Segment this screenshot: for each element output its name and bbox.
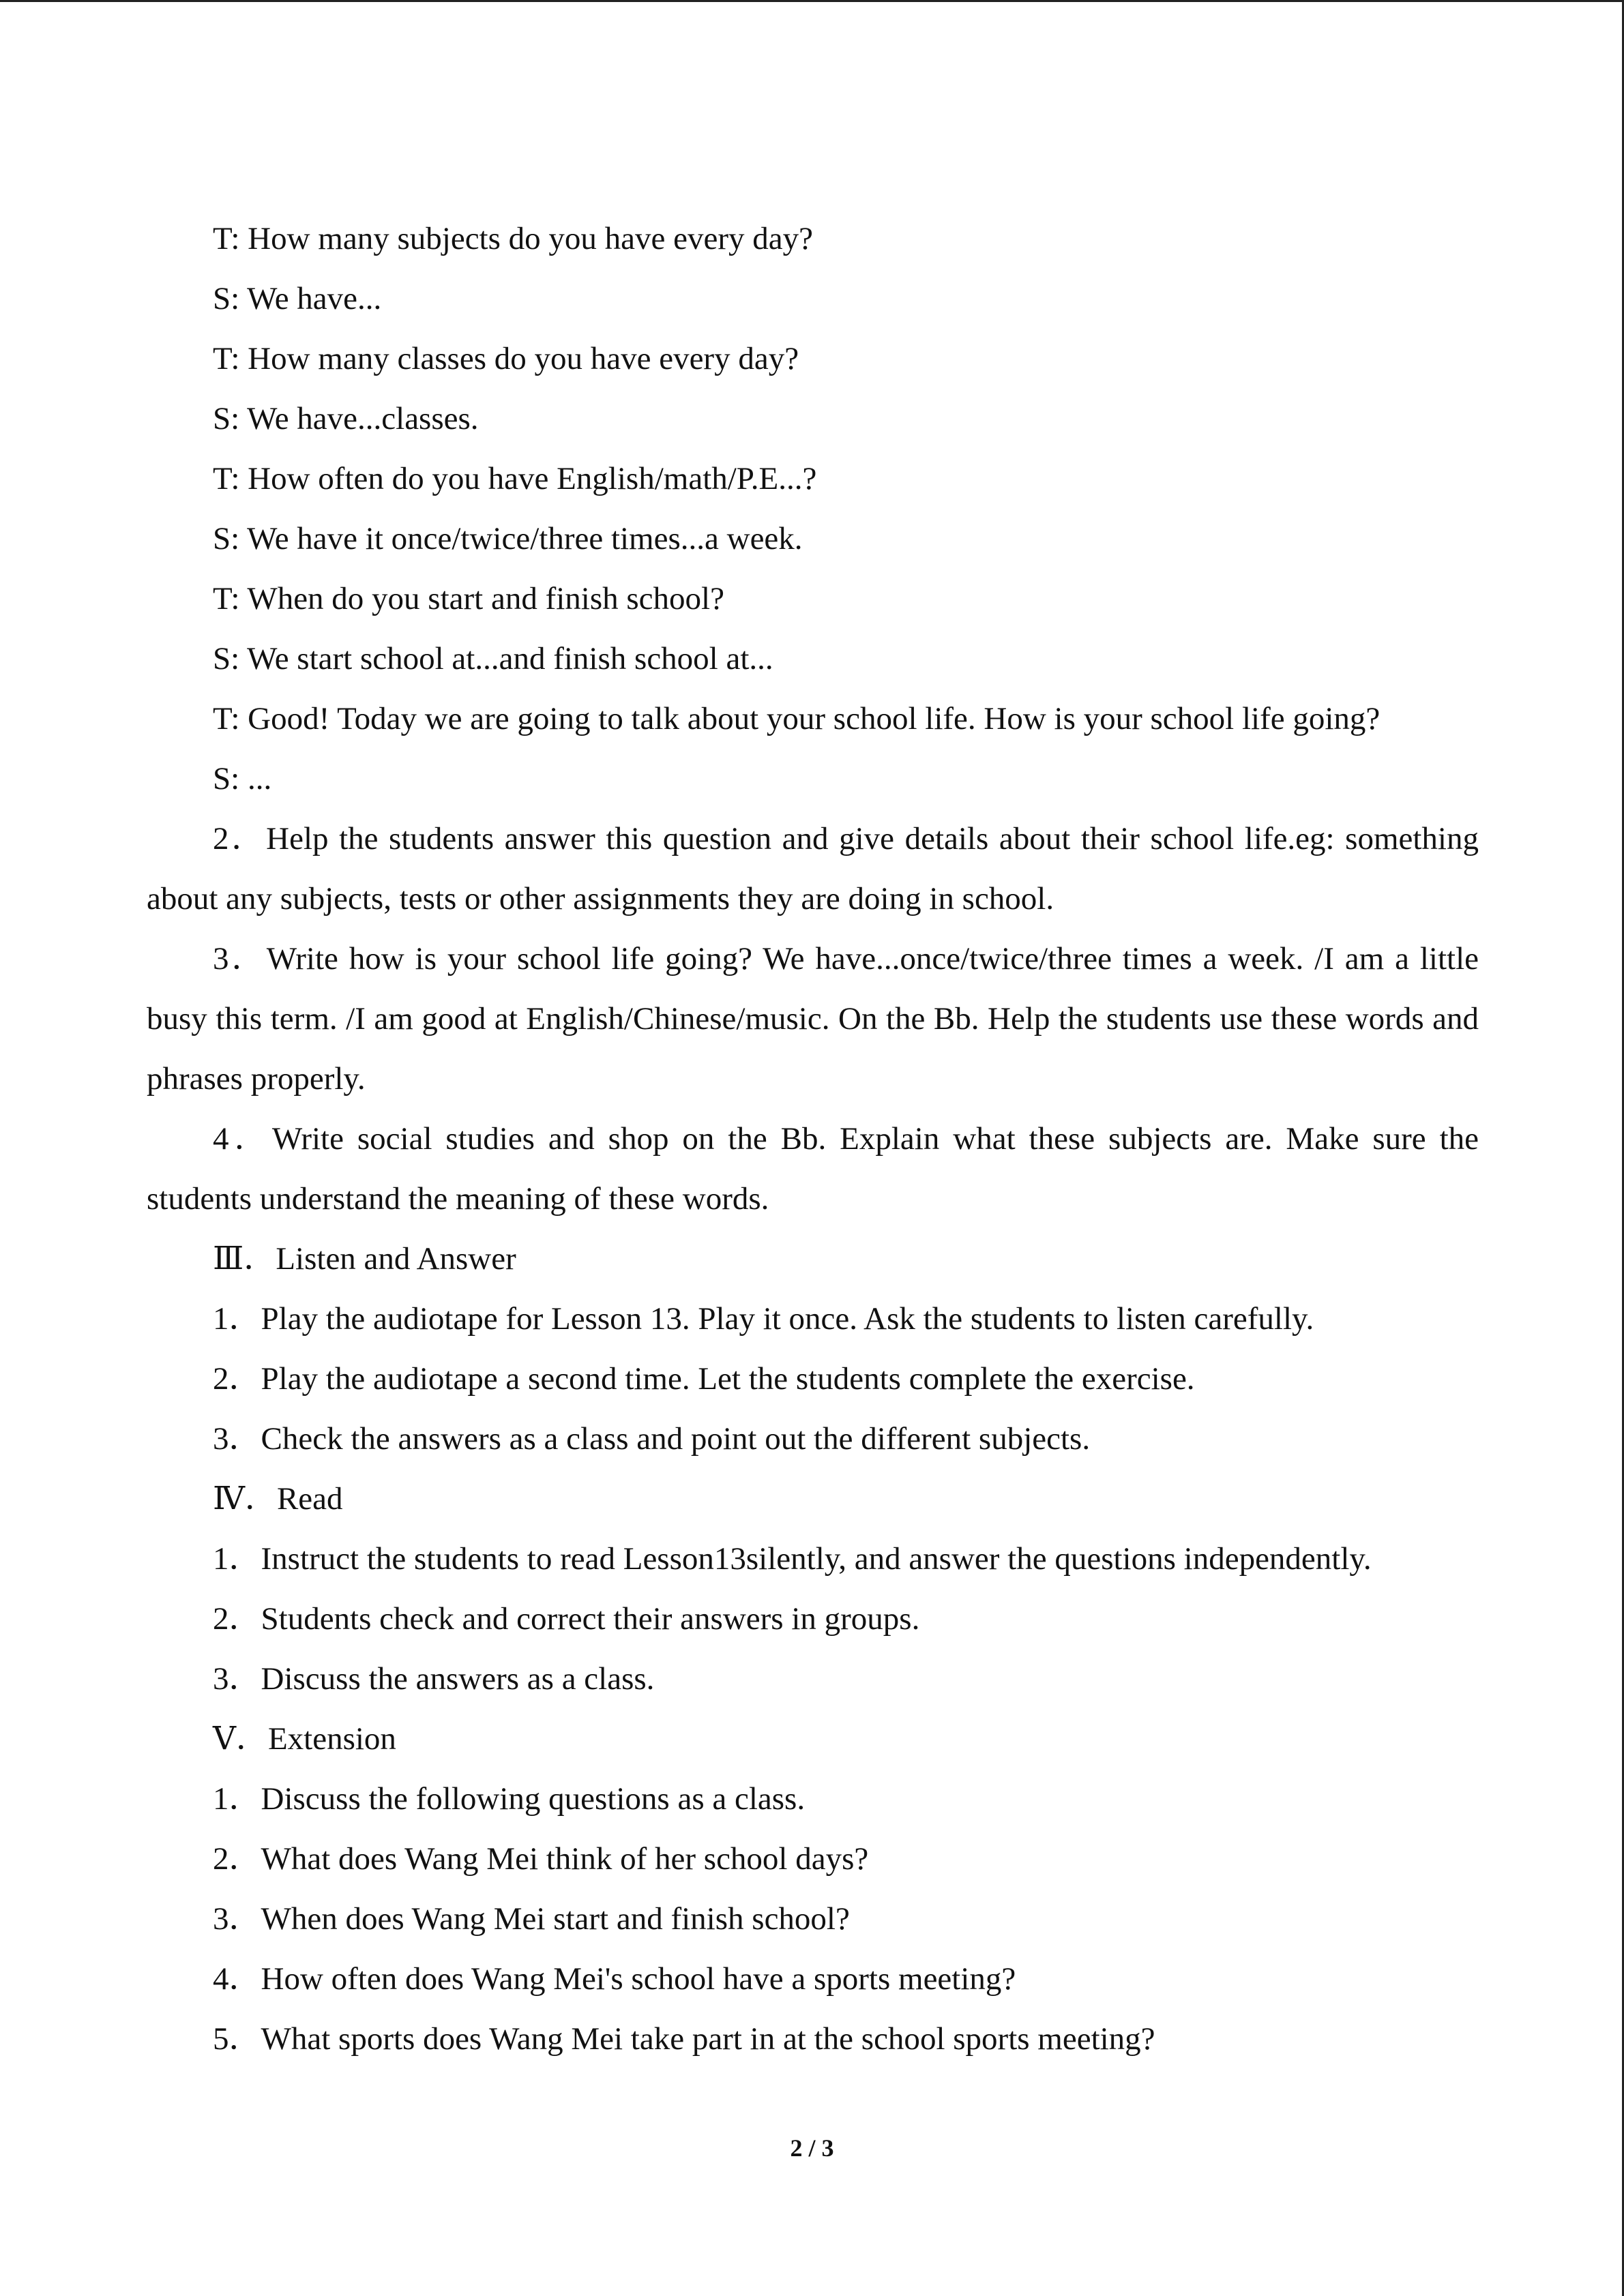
list-item: 3．When does Wang Mei start and finish school? <box>213 1901 850 1937</box>
dialogue-line: T: How often do you have English/math/P.E...? <box>213 461 817 496</box>
step-paragraph: 2．Help the students answer this question and give details about their school life.eg: something about any subjects, tests or other assignments they are doing in school. <box>147 821 1479 916</box>
section-heading: Ⅳ．Read <box>213 1481 343 1517</box>
section-heading: Ⅲ．Listen and Answer <box>213 1241 516 1277</box>
dialogue-line: T: When do you start and finish school? <box>213 581 724 616</box>
dialogue-line: T: How many classes do you have every day? <box>213 341 799 376</box>
dialogue-line: S: We have it once/twice/three times...a week. <box>213 521 803 556</box>
section-heading: Ⅴ．Extension <box>213 1721 396 1757</box>
list-item: 3．Discuss the answers as a class. <box>213 1661 655 1697</box>
list-item: 3．Check the answers as a class and point out the different subjects. <box>213 1421 1091 1457</box>
list-item: 4．How often does Wang Mei's school have a sports meeting? <box>213 1961 1016 1997</box>
list-item: 2．What does Wang Mei think of her school days? <box>213 1841 869 1877</box>
page-number: 2 / 3 <box>790 2134 834 2162</box>
dialogue-line: S: We have...classes. <box>213 401 479 436</box>
list-item: 1．Play the audiotape for Lesson 13. Play it once. Ask the students to listen carefully. <box>213 1301 1314 1337</box>
dialogue-line: S: ... <box>213 761 272 796</box>
step-paragraph: 4．Write social studies and shop on the Bb. Explain what these subjects are. Make sure the students understand the meaning of these words. <box>147 1121 1479 1217</box>
dialogue-line: S: We start school at...and finish school at... <box>213 641 773 676</box>
dialogue-line: S: We have... <box>213 281 382 316</box>
list-item: 2．Students check and correct their answers in groups. <box>213 1601 920 1637</box>
list-item: 2．Play the audiotape a second time. Let the students complete the exercise. <box>213 1361 1195 1397</box>
step-paragraph: 3．Write how is your school life going? We have...once/twice/three times a week. /I am a little busy this term. /I am good at English/Chinese/music. On the Bb. Help the students use these words and phrases properly. <box>147 941 1479 1097</box>
list-item: 5．What sports does Wang Mei take part in at the school sports meeting? <box>213 2021 1155 2057</box>
list-item: 1．Instruct the students to read Lesson13silently, and answer the questions independently. <box>213 1541 1372 1577</box>
dialogue-line: T: Good! Today we are going to talk about your school life. How is your school life going? <box>213 701 1381 736</box>
list-item: 1．Discuss the following questions as a class. <box>213 1781 806 1817</box>
document-body <box>147 209 1479 2069</box>
dialogue-line: T: How many subjects do you have every day? <box>213 221 813 256</box>
